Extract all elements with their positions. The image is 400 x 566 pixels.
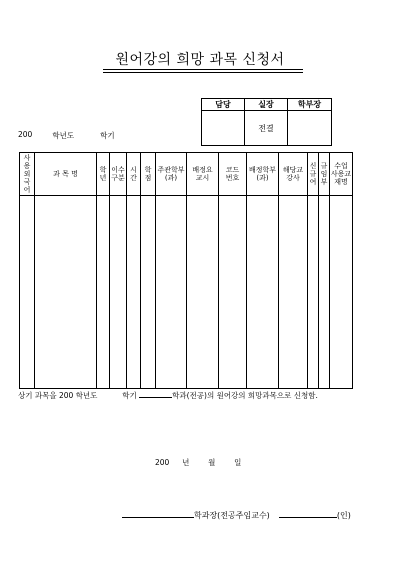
header-assigned-dept: 배정학부 (과)	[247, 153, 279, 196]
signature-label: 학과장(전공주임교수)	[194, 511, 270, 520]
cell-instructor[interactable]	[279, 196, 308, 389]
approval-header-dean: 학부장	[288, 99, 332, 111]
cell-completion-type[interactable]	[110, 196, 127, 389]
header-language: 사용외국어	[20, 153, 35, 196]
date-month-label: 월	[208, 458, 216, 467]
title-underline	[103, 69, 303, 70]
header-grade: 학년	[97, 153, 110, 196]
year-suffix: 학년도	[52, 131, 75, 140]
seal-mark: (인)	[336, 511, 351, 520]
statement-suffix: 학과(전공)의 원어강의 희망과목으로 신청함.	[172, 391, 318, 400]
header-credits: 학점	[141, 153, 156, 196]
semester-label: 학기	[100, 131, 115, 140]
form-title: 원어강의 희망 과목 신청서	[115, 52, 285, 68]
date-day-label: 일	[234, 458, 242, 467]
header-course-name: 과 목 명	[35, 153, 97, 196]
header-assigned-period: 배정요 교시	[187, 153, 219, 196]
table-body-row	[20, 196, 353, 389]
header-textbook: 수업 사용교 재명	[330, 153, 353, 196]
cell-assigned-dept[interactable]	[247, 196, 279, 389]
department-blank[interactable]	[139, 389, 172, 398]
table-header-row	[20, 153, 353, 196]
cell-textbook[interactable]	[330, 196, 353, 389]
cell-language[interactable]	[20, 196, 35, 389]
application-statement	[18, 389, 318, 401]
cell-hours[interactable]	[127, 196, 141, 389]
header-regular-flag: 규임부	[319, 153, 330, 196]
date-line	[155, 457, 241, 468]
cell-regular-flag[interactable]	[319, 196, 330, 389]
approval-sign-dean[interactable]	[288, 111, 332, 146]
header-code-number: 코드 번호	[219, 153, 247, 196]
date-year[interactable]: 200	[155, 458, 170, 467]
header-new-flag: 신규여	[308, 153, 319, 196]
approval-header-staff: 담당	[202, 99, 245, 111]
course-table	[19, 152, 353, 389]
cell-assigned-period[interactable]	[187, 196, 219, 389]
statement-prefix: 상기 과목을 200 학년도	[18, 391, 98, 400]
cell-managing-dept[interactable]	[156, 196, 187, 389]
cell-course-name[interactable]	[35, 196, 97, 389]
year-semester-line	[18, 130, 115, 141]
cell-code-number[interactable]	[219, 196, 247, 389]
signature-blank[interactable]	[279, 509, 337, 518]
cell-new-flag[interactable]	[308, 196, 319, 389]
year-value[interactable]: 200	[18, 130, 33, 139]
signature-line	[122, 509, 351, 521]
name-blank[interactable]	[122, 509, 194, 518]
title-underline-2	[103, 72, 303, 73]
date-year-label: 년	[182, 458, 190, 467]
header-hours: 시간	[127, 153, 141, 196]
cell-credits[interactable]	[141, 196, 156, 389]
header-completion-type: 이수구분	[110, 153, 127, 196]
approval-sign-chief[interactable]: 전결	[245, 111, 288, 146]
approval-header-chief: 실장	[245, 99, 288, 111]
approval-sign-staff[interactable]	[202, 111, 245, 146]
statement-semester: 학기	[122, 391, 137, 400]
approval-box	[201, 98, 332, 146]
header-instructor: 해당교 강사	[279, 153, 308, 196]
header-managing-dept: 주관학부(과)	[156, 153, 187, 196]
cell-grade[interactable]	[97, 196, 110, 389]
